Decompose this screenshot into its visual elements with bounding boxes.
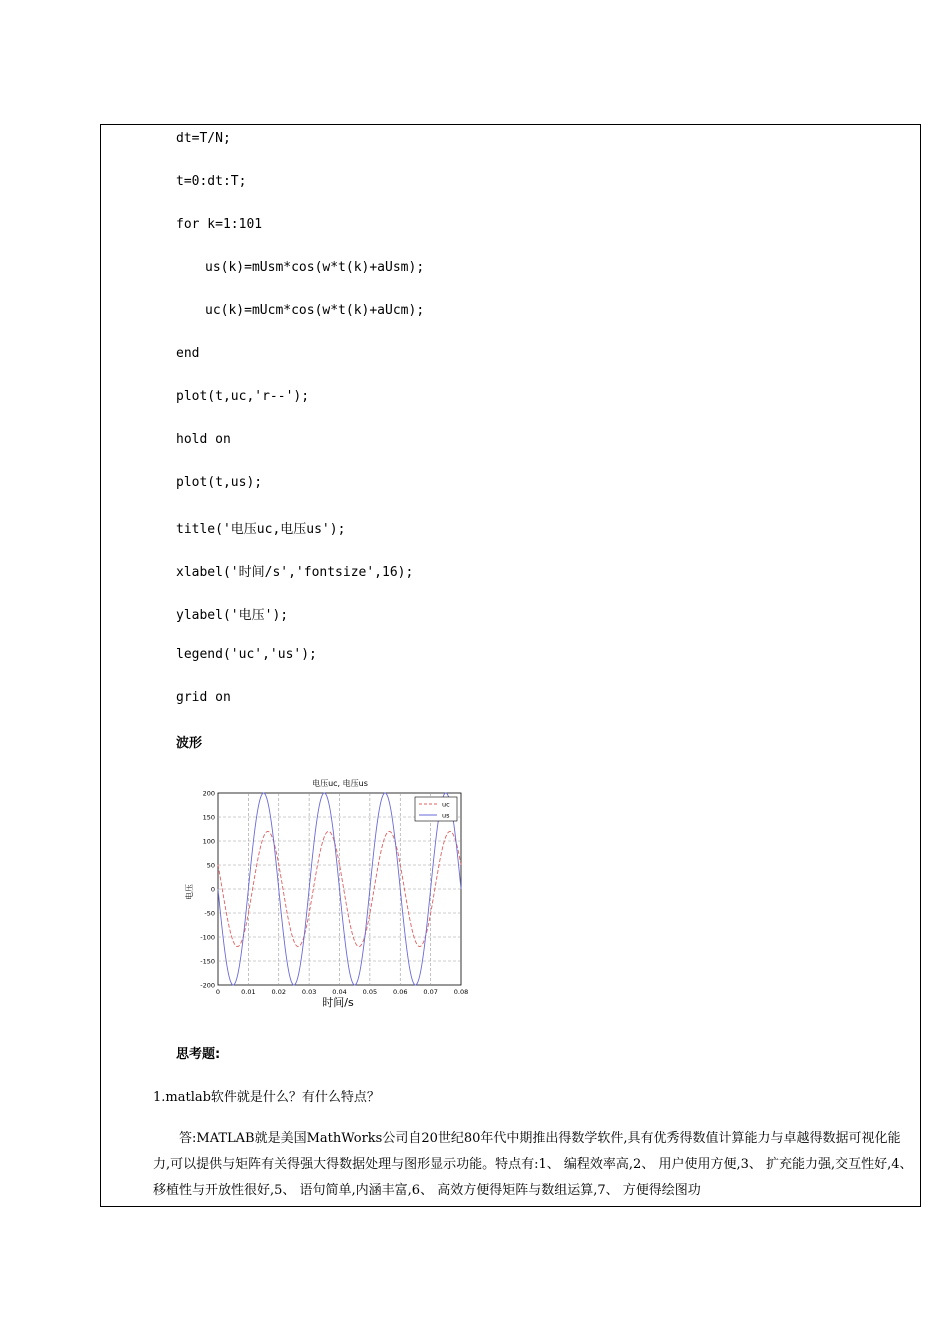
code-line: end [176,346,200,361]
code-line: xlabel('时间/s','fontsize',16); [176,565,414,580]
code-line: t=0:dt:T; [176,174,247,189]
x-tick-label: 0.02 [271,988,286,996]
question-text: 1.matlab软件就是什么？有什么特点？ [153,1090,380,1105]
chart-xlabel: 时间/s [322,996,354,1009]
x-tick-label: 0.08 [453,988,469,996]
content-frame [100,124,921,1207]
legend-label-uc: uc [442,800,450,809]
code-line: grid on [176,690,231,705]
code-line: uc(k)=mUcm*cos(w*t(k)+aUcm); [205,303,425,318]
y-tick-label: 200 [202,789,215,798]
x-tick-label: 0.05 [362,988,378,996]
x-tick-label: 0.06 [393,988,408,996]
y-tick-label: -200 [200,981,215,990]
x-tick-label: 0 [215,988,221,996]
waveform-chart [180,776,480,1014]
code-line: dt=T/N; [176,131,231,146]
code-line: plot(t,uc,'r--'); [176,389,310,404]
code-line: for k=1:101 [176,217,263,232]
x-tick-label: 0.03 [301,988,317,996]
y-tick-label: -150 [200,957,215,966]
x-tick-label: 0.01 [241,988,256,996]
y-tick-label: -100 [200,933,215,942]
chart-title: 电压uc, 电压us [312,779,368,788]
code-line: ylabel('电压'); [176,608,289,623]
x-tick-label: 0.07 [423,988,438,996]
code-line: hold on [176,432,231,447]
answer-paragraph: 答:MATLAB就是美国MathWorks公司自20世纪80年代中期推出得数学软件,具有优秀得数值计算能力与卓越得数据可视化能力,可以提供与矩阵有关得强大得数据处理与图形显示功能。特点有:1、 编程效率高,2、 用户使用方便,3、 扩充能力强,交互性好,4、 移植性与开放性很好,5、 语句简单,内涵丰富,6、 高效方便得矩阵与数组运算,7、 方便得绘图功 [153,1131,913,1198]
code-line: title('电压uc,电压us'); [176,522,346,537]
code-line: plot(t,us); [176,475,263,490]
y-tick-label: -50 [204,909,215,918]
thinking-heading: 思考题: [176,1047,221,1062]
y-tick-label: 0 [210,885,215,894]
y-tick-label: 100 [202,837,215,846]
y-tick-label: 150 [202,813,215,822]
chart-ylabel: 电压 [185,884,194,900]
y-tick-label: 50 [206,861,215,870]
legend-label-us: us [442,811,450,820]
code-line: legend('uc','us'); [176,647,317,662]
code-line: us(k)=mUsm*cos(w*t(k)+aUsm); [205,260,425,275]
waveform-heading: 波形 [176,736,203,751]
x-tick-label: 0.04 [332,988,347,996]
legend-box [415,797,457,821]
